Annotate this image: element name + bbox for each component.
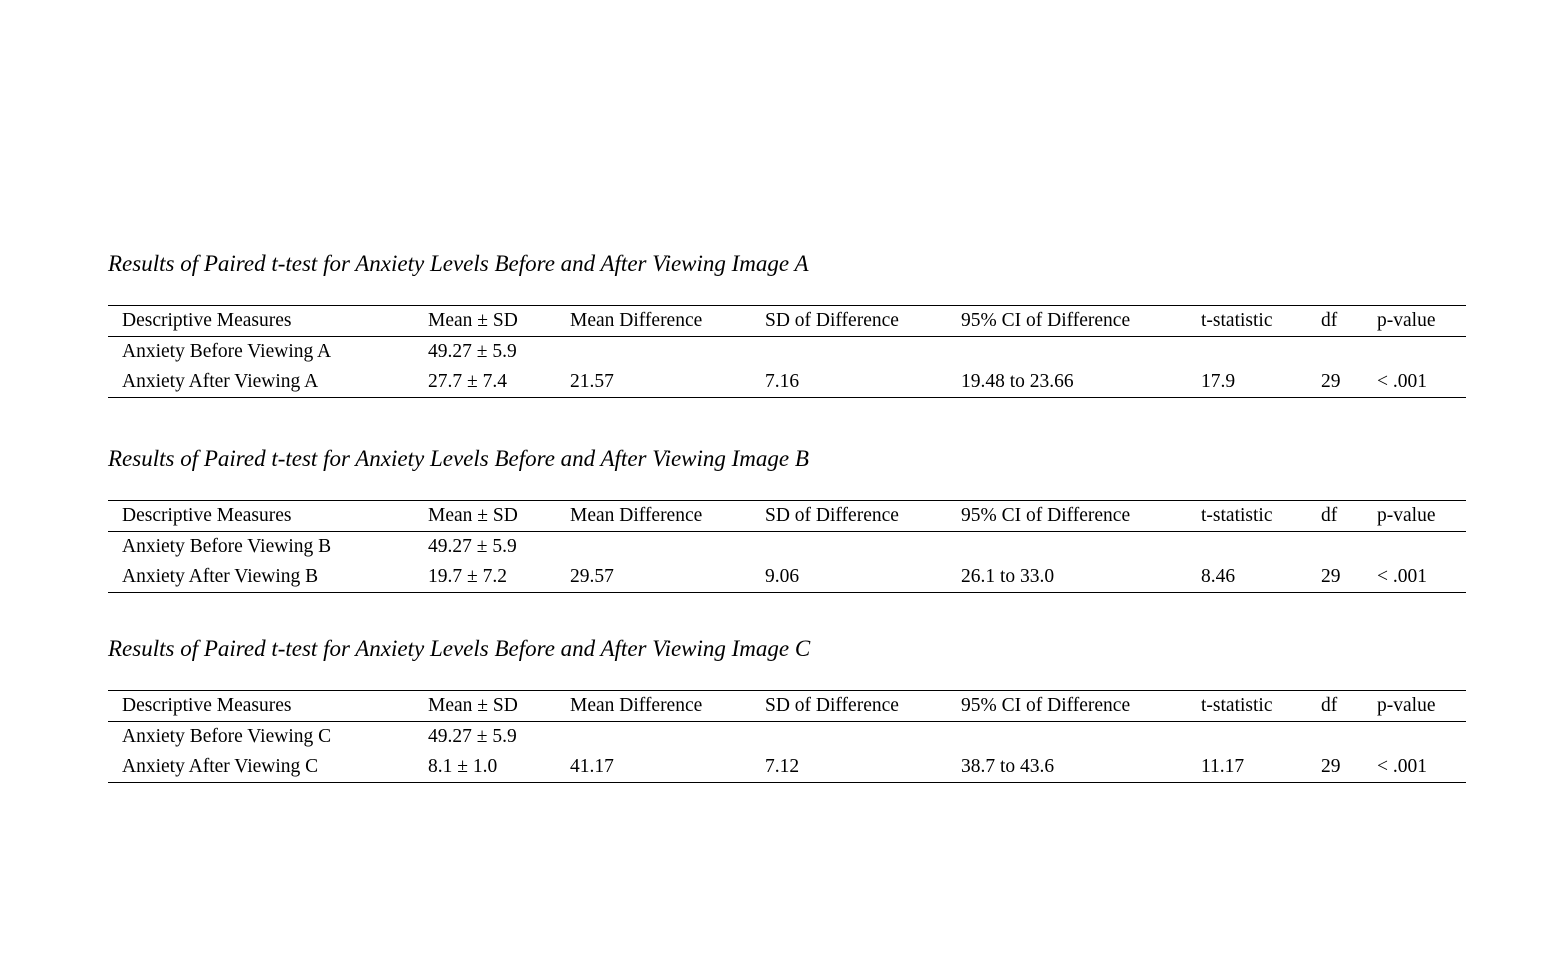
cell-p-value (1377, 532, 1466, 563)
cell-p-value (1377, 337, 1466, 368)
cell-ci-of-difference (961, 532, 1201, 563)
table-header-row (108, 691, 1466, 722)
cell-mean-difference (570, 337, 765, 368)
cell-mean-difference: 21.57 (570, 371, 614, 392)
cell-sd-of-difference (765, 722, 961, 753)
cell-measure: Anxiety After Viewing C (122, 756, 319, 777)
table-row (108, 752, 1466, 783)
table-section-b (108, 445, 1452, 587)
cell-measure: Anxiety Before Viewing C (122, 726, 332, 747)
table-title-a: Results of Paired t-test for Anxiety Levels Before and After Viewing Image A (108, 251, 809, 276)
results-table-c (108, 690, 1466, 783)
header-sd-of-difference: SD of Difference (765, 310, 899, 331)
header-t-statistic: t-statistic (1201, 310, 1273, 331)
header-sd-of-difference: SD of Difference (765, 695, 899, 716)
header-t-statistic: t-statistic (1201, 505, 1273, 526)
cell-mean-sd: 27.7 ± 7.4 (428, 371, 507, 392)
cell-measure: Anxiety After Viewing A (122, 371, 319, 392)
header-ci-of-difference: 95% CI of Difference (961, 695, 1131, 716)
cell-t-statistic: 8.46 (1201, 566, 1236, 587)
table-row (108, 722, 1466, 753)
cell-measure: Anxiety Before Viewing A (122, 341, 332, 362)
cell-mean-difference (570, 722, 765, 753)
cell-mean-sd: 49.27 ± 5.9 (428, 341, 517, 362)
cell-df: 29 (1321, 371, 1341, 392)
header-ci-of-difference: 95% CI of Difference (961, 310, 1131, 331)
cell-mean-sd: 8.1 ± 1.0 (428, 756, 498, 777)
cell-p-value (1377, 722, 1466, 753)
cell-mean-sd: 19.7 ± 7.2 (428, 566, 507, 587)
cell-mean-difference: 41.17 (570, 756, 614, 777)
header-sd-of-difference: SD of Difference (765, 505, 899, 526)
header-p-value: p-value (1377, 695, 1436, 716)
cell-sd-of-difference: 7.16 (765, 371, 800, 392)
header-descriptive-measures: Descriptive Measures (122, 505, 292, 526)
header-df: df (1321, 505, 1338, 526)
cell-ci-of-difference: 26.1 to 33.0 (961, 566, 1055, 587)
cell-sd-of-difference (765, 532, 961, 563)
table-title-c: Results of Paired t-test for Anxiety Levels Before and After Viewing Image C (108, 636, 811, 661)
header-mean-difference: Mean Difference (570, 695, 703, 716)
header-mean-sd: Mean ± SD (428, 505, 518, 526)
header-descriptive-measures: Descriptive Measures (122, 695, 292, 716)
header-df: df (1321, 695, 1338, 716)
header-p-value: p-value (1377, 505, 1436, 526)
cell-measure: Anxiety Before Viewing B (122, 536, 332, 557)
cell-df (1321, 337, 1377, 368)
cell-sd-of-difference (765, 337, 961, 368)
cell-t-statistic (1201, 337, 1321, 368)
cell-p-value: < .001 (1377, 756, 1427, 777)
header-mean-difference: Mean Difference (570, 505, 703, 526)
cell-ci-of-difference: 38.7 to 43.6 (961, 756, 1055, 777)
table-row (108, 562, 1466, 593)
header-mean-difference: Mean Difference (570, 310, 703, 331)
results-table-b (108, 500, 1466, 593)
cell-ci-of-difference (961, 337, 1201, 368)
table-title-b: Results of Paired t-test for Anxiety Levels Before and After Viewing Image B (108, 446, 809, 471)
table-header-row (108, 501, 1466, 532)
cell-sd-of-difference: 9.06 (765, 566, 800, 587)
results-table-a (108, 305, 1466, 398)
cell-mean-difference: 29.57 (570, 566, 614, 587)
cell-df: 29 (1321, 566, 1341, 587)
cell-t-statistic: 17.9 (1201, 371, 1236, 392)
header-t-statistic: t-statistic (1201, 695, 1273, 716)
cell-mean-difference (570, 532, 765, 563)
cell-p-value: < .001 (1377, 371, 1427, 392)
header-p-value: p-value (1377, 310, 1436, 331)
header-df: df (1321, 310, 1338, 331)
header-descriptive-measures: Descriptive Measures (122, 310, 292, 331)
table-section-a (108, 250, 1452, 392)
header-ci-of-difference: 95% CI of Difference (961, 505, 1131, 526)
cell-ci-of-difference (961, 722, 1201, 753)
cell-df (1321, 532, 1377, 563)
cell-df: 29 (1321, 756, 1341, 777)
header-mean-sd: Mean ± SD (428, 310, 518, 331)
table-row (108, 337, 1466, 368)
table-section-c (108, 635, 1452, 777)
cell-df (1321, 722, 1377, 753)
cell-p-value: < .001 (1377, 566, 1427, 587)
table-row (108, 532, 1466, 563)
table-row (108, 367, 1466, 398)
cell-mean-sd: 49.27 ± 5.9 (428, 536, 517, 557)
cell-t-statistic (1201, 722, 1321, 753)
cell-measure: Anxiety After Viewing B (122, 566, 319, 587)
cell-sd-of-difference: 7.12 (765, 756, 800, 777)
table-header-row (108, 306, 1466, 337)
header-mean-sd: Mean ± SD (428, 695, 518, 716)
cell-t-statistic (1201, 532, 1321, 563)
cell-t-statistic: 11.17 (1201, 756, 1245, 777)
cell-mean-sd: 49.27 ± 5.9 (428, 726, 517, 747)
cell-ci-of-difference: 19.48 to 23.66 (961, 371, 1074, 392)
